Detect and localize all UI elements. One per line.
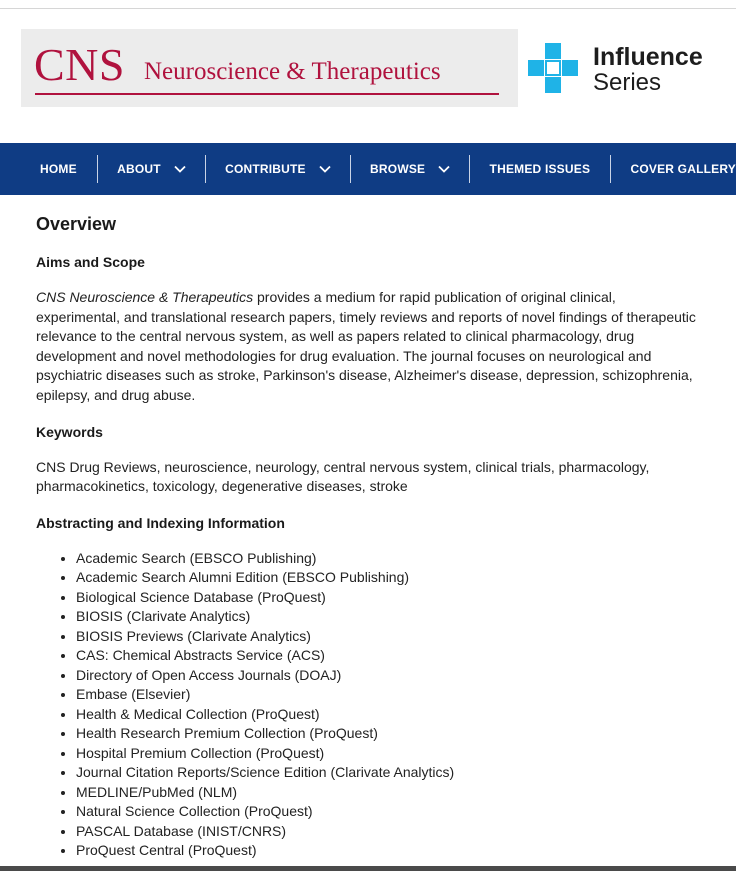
- list-item: • ProQuest Central (ProQuest): [76, 841, 696, 861]
- aims-heading: Aims and Scope: [36, 254, 145, 270]
- page-title: Overview: [36, 214, 117, 234]
- influence-series-logo[interactable]: [528, 43, 718, 95]
- list-item: • MEDLINE/PubMed (NLM): [76, 783, 696, 803]
- chevron-down-icon: [318, 162, 332, 176]
- influence-title: Influence: [593, 43, 703, 71]
- overview-content: [36, 210, 696, 861]
- keywords-paragraph: CNS Drug Reviews, neuroscience, neurology, central nervous system, clinical trials, pharmacology, pharmacokinetics, toxicology, degenerative diseases, stroke: [36, 458, 650, 495]
- nav-about[interactable]: [97, 143, 205, 195]
- logo-abbrev: CNS: [34, 39, 125, 90]
- list-item: • BIOSIS (Clarivate Analytics): [76, 607, 696, 627]
- list-item: • Journal Citation Reports/Science Edition (Clarivate Analytics): [76, 763, 696, 783]
- nav-cover-gallery[interactable]: [610, 143, 736, 195]
- list-item: • Health & Medical Collection (ProQuest): [76, 705, 696, 725]
- list-item: • Directory of Open Access Journals (DOAJ): [76, 666, 696, 686]
- aims-journal-name: CNS Neuroscience & Therapeutics: [36, 289, 254, 305]
- list-item: • Academic Search Alumni Edition (EBSCO Publishing): [76, 568, 696, 588]
- nav-contribute-label: CONTRIBUTE: [225, 162, 306, 176]
- list-item: • Natural Science Collection (ProQuest): [76, 802, 696, 822]
- nav-home[interactable]: [0, 143, 97, 195]
- journal-logo[interactable]: [21, 29, 518, 107]
- list-item: • CAS: Chemical Abstracts Service (ACS): [76, 646, 696, 666]
- list-item: • PASCAL Database (INIST/CNRS): [76, 822, 696, 842]
- list-item: • Biological Science Database (ProQuest): [76, 588, 696, 608]
- chevron-down-icon: [173, 162, 187, 176]
- list-item: • Hospital Premium Collection (ProQuest): [76, 744, 696, 764]
- horizontal-scrollbar[interactable]: [0, 866, 736, 871]
- indexing-heading: Abstracting and Indexing Information: [36, 514, 285, 531]
- nav-about-label: ABOUT: [117, 162, 161, 176]
- nav-themed-issues-label: THEMED ISSUES: [489, 162, 591, 176]
- site-header: [0, 9, 736, 143]
- nav-contribute[interactable]: [205, 143, 350, 195]
- nav-home-label: HOME: [40, 162, 77, 176]
- keywords-heading: Keywords: [36, 423, 103, 440]
- chevron-down-icon: [437, 162, 451, 176]
- nav-cover-gallery-label: COVER GALLERY: [630, 162, 736, 176]
- aims-paragraph: [36, 288, 696, 406]
- list-item: • Academic Search (EBSCO Publishing): [76, 549, 696, 569]
- nav-themed-issues[interactable]: [470, 143, 611, 195]
- logo-name: Neuroscience & Therapeutics: [144, 58, 441, 85]
- main-nav: [0, 143, 736, 195]
- indexing-list: [36, 549, 696, 861]
- influence-subtitle: Series: [593, 69, 662, 96]
- list-item: • BIOSIS Previews (Clarivate Analytics): [76, 627, 696, 647]
- list-item: • Embase (Elsevier): [76, 685, 696, 705]
- nav-browse[interactable]: [350, 143, 469, 195]
- plus-cross-icon: [528, 43, 578, 93]
- list-item: • Health Research Premium Collection (ProQuest): [76, 724, 696, 744]
- aims-body: provides a medium for rapid publication of original clinical, experimental, and translational research papers, timely reviews and reports of novel findings of therapeutic relevance to the central nervous system, as well as papers related to clinical pharmacology, drug development and novel methodologies for drug evaluation. The journal focuses on neurological and psychiatric diseases such as stroke, Parkinson's disease, Alzheimer's disease, depression, schizophrenia, epilepsy, and drug abuse.: [36, 289, 696, 403]
- nav-browse-label: BROWSE: [370, 162, 426, 176]
- logo-underline: [35, 93, 499, 95]
